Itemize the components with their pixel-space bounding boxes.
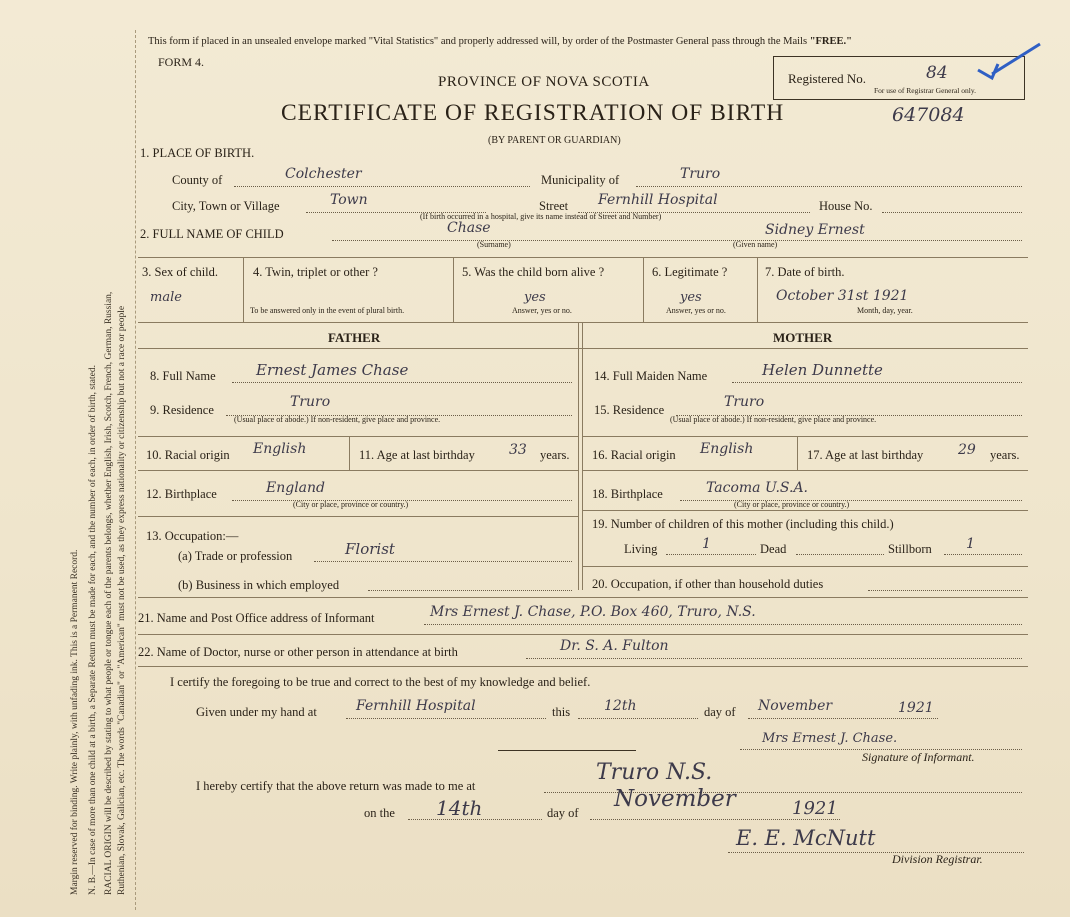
mother-race-label: 16. Racial origin xyxy=(592,448,676,462)
postal-notice-free: "FREE." xyxy=(809,36,852,47)
legitimate-label: 6. Legitimate ? xyxy=(652,265,728,279)
father-race-value: English xyxy=(253,441,307,457)
child-given-note: (Given name) xyxy=(733,240,778,249)
alive-note: Answer, yes or no. xyxy=(512,306,572,315)
sex-label: 3. Sex of child. xyxy=(142,265,219,279)
living-label: Living xyxy=(624,542,658,556)
margin-note-1: Margin reserved for binding. Write plainly, with unfading ink. This is a Permanent Record. xyxy=(70,549,80,895)
living-value: 1 xyxy=(702,536,711,552)
father-divider-1 xyxy=(138,436,578,437)
registered-note: For use of Registrar General only. xyxy=(874,86,976,95)
birth-date-note: Month, day, year. xyxy=(857,306,913,315)
child-name-label: 2. FULL NAME OF CHILD xyxy=(140,227,284,241)
sex-value: male xyxy=(150,290,182,305)
informant-divider xyxy=(138,634,1028,635)
given-place-line xyxy=(346,718,546,719)
given-place-value: Fernhill Hospital xyxy=(356,698,476,714)
certificate-subtitle: (BY PARENT OR GUARDIAN) xyxy=(488,135,621,146)
informant-value: Mrs Ernest J. Chase, P.O. Box 460, Truro, N.S. xyxy=(430,604,756,620)
row-divider-top xyxy=(138,257,1028,258)
father-birthplace-label: 12. Birthplace xyxy=(146,487,217,501)
mother-divider-3 xyxy=(582,510,1028,511)
county-label: County of xyxy=(172,173,223,187)
mother-birthplace-label: 18. Birthplace xyxy=(592,487,663,501)
informant-signature-label: Signature of Informant. xyxy=(862,750,975,764)
col-divider-2 xyxy=(453,257,454,322)
child-surname-note: (Surname) xyxy=(477,240,511,249)
col-divider-3 xyxy=(643,257,644,322)
mother-residence-value: Truro xyxy=(724,394,765,410)
house-label: House No. xyxy=(819,199,873,213)
reg-day-value: 14th xyxy=(436,796,483,820)
father-age-value: 33 xyxy=(509,442,527,458)
father-name-value: Ernest James Chase xyxy=(256,361,409,379)
mother-race-divider xyxy=(797,436,798,470)
certificate-number: 647084 xyxy=(892,104,965,126)
registrar-label: Division Registrar. xyxy=(892,852,983,866)
reg-month-line xyxy=(590,819,840,820)
mother-race-value: English xyxy=(700,441,754,457)
father-age-label: 11. Age at last birthday xyxy=(359,448,475,462)
father-trade-label: (a) Trade or profession xyxy=(178,549,293,563)
legitimate-value: yes xyxy=(680,290,702,305)
father-business-label: (b) Business in which employed xyxy=(178,578,340,592)
birth-date-value: October 31st 1921 xyxy=(776,288,909,304)
father-race-label: 10. Racial origin xyxy=(146,448,230,462)
registrar-statement: I hereby certify that the above return was made to me at xyxy=(196,779,476,793)
father-birthplace-value: England xyxy=(266,480,326,496)
margin-note-3: RACIAL ORIGIN will be described by stating to what people or tongue each of the parents belongs, whether English, Irish, Scotch, French, German, Russian, xyxy=(104,291,114,895)
day-line xyxy=(578,718,698,719)
mother-residence-note: (Usual place of abode.) If non-resident, give place and province. xyxy=(670,415,877,424)
separator-rule xyxy=(498,750,636,751)
mother-name-value: Helen Dunnette xyxy=(762,361,883,379)
father-race-divider xyxy=(349,436,350,470)
mother-occupation-label: 20. Occupation, if other than household duties xyxy=(592,577,824,591)
father-residence-value: Truro xyxy=(290,394,331,410)
informant-line xyxy=(424,624,1022,625)
certify-divider xyxy=(138,666,1028,667)
mother-occupation-line xyxy=(868,590,1022,591)
county-line xyxy=(234,186,530,187)
child-surname: Chase xyxy=(447,220,491,236)
dayof-label: day of xyxy=(704,705,736,719)
father-occupation-label: 13. Occupation:— xyxy=(146,529,239,543)
parents-center-divider xyxy=(578,322,579,590)
margin-note-2: N. B.—In case of more than one child at a birth, a Separate Return must be made for each, and the number of each, in order of birth, stated. xyxy=(88,365,98,895)
informant-signature: Mrs Ernest J. Chase. xyxy=(762,731,898,746)
father-age-unit: years. xyxy=(540,448,570,462)
father-name-label: 8. Full Name xyxy=(150,369,216,383)
mother-divider-1 xyxy=(582,436,1028,437)
mother-birthplace-line xyxy=(680,500,1022,501)
mother-birthplace-note: (City or place, province or country.) xyxy=(734,500,850,509)
mother-children-label: 19. Number of children of this mother (including this child.) xyxy=(592,517,894,531)
dead-line xyxy=(796,554,884,555)
street-value: Fernhill Hospital xyxy=(598,192,718,208)
margin-divider xyxy=(135,30,136,910)
mother-age-unit: years. xyxy=(990,448,1020,462)
mother-divider-4 xyxy=(582,566,1028,567)
year-value: 1921 xyxy=(898,700,934,716)
municipality-value: Truro xyxy=(680,166,721,182)
informant-divider-top xyxy=(138,597,1028,598)
day-value: 12th xyxy=(604,698,637,714)
postal-notice xyxy=(148,36,852,47)
doctor-label: 22. Name of Doctor, nurse or other person in attendance at birth xyxy=(138,645,458,659)
registered-label: Registered No. xyxy=(788,71,866,86)
parents-center-divider-2 xyxy=(582,322,583,590)
father-trade-line xyxy=(314,561,572,562)
certify-statement: I certify the foregoing to be true and correct to the best of my knowledge and belief. xyxy=(170,675,591,689)
informant-label: 21. Name and Post Office address of Informant xyxy=(138,611,375,625)
place-section-label: 1. PLACE OF BIRTH. xyxy=(140,146,255,160)
mother-heading: MOTHER xyxy=(773,330,833,345)
street-label: Street xyxy=(539,199,569,213)
reg-month-value: November xyxy=(614,786,736,812)
margin-notes xyxy=(0,0,136,917)
city-value: Town xyxy=(330,192,368,208)
reg-year-value: 1921 xyxy=(792,798,838,819)
child-given-name: Sidney Ernest xyxy=(765,222,865,238)
on-label: on the xyxy=(364,806,395,820)
mother-age-value: 29 xyxy=(958,442,976,458)
given-label: Given under my hand at xyxy=(196,705,317,719)
form-number: FORM 4. xyxy=(158,55,205,69)
twin-label: 4. Twin, triplet or other ? xyxy=(253,265,378,279)
father-heading: FATHER xyxy=(328,330,381,345)
father-business-line xyxy=(368,590,572,591)
street-note: (If birth occurred in a hospital, give its name instead of Street and Number) xyxy=(420,212,662,221)
registered-value: 84 xyxy=(926,63,948,83)
month-line xyxy=(748,718,938,719)
mother-name-line xyxy=(732,382,1022,383)
father-name-line xyxy=(232,382,572,383)
twin-note: To be answered only in the event of plural birth. xyxy=(250,306,405,315)
father-residence-label: 9. Residence xyxy=(150,403,214,417)
father-divider-3 xyxy=(138,516,578,517)
alive-label: 5. Was the child born alive ? xyxy=(462,265,605,279)
mother-residence-label: 15. Residence xyxy=(594,403,665,417)
father-trade-value: Florist xyxy=(345,540,395,558)
county-value: Colchester xyxy=(285,166,362,182)
birth-date-label: 7. Date of birth. xyxy=(765,265,845,279)
doctor-value: Dr. S. A. Fulton xyxy=(560,638,669,654)
stillborn-label: Stillborn xyxy=(888,542,932,556)
registrar-place-value: Truro N.S. xyxy=(596,760,713,785)
mother-name-label: 14. Full Maiden Name xyxy=(594,369,708,383)
mother-divider-2 xyxy=(582,470,1028,471)
certificate-title: CERTIFICATE OF REGISTRATION OF BIRTH xyxy=(281,100,785,126)
parents-heading-divider xyxy=(138,348,1028,349)
dead-label: Dead xyxy=(760,542,787,556)
stillborn-line xyxy=(944,554,1022,555)
row-divider-bottom xyxy=(138,322,1028,323)
col-divider-1 xyxy=(243,257,244,322)
mother-birthplace-value: Tacoma U.S.A. xyxy=(706,480,809,496)
doctor-line xyxy=(526,658,1022,659)
father-divider-2 xyxy=(138,470,578,471)
reg-dayof-label: day of xyxy=(547,806,579,820)
postal-notice-text: This form if placed in an unsealed envelope marked "Vital Statistics" and properly addressed will, by order of the Postmaster General pass through the Mails xyxy=(148,36,808,47)
legitimate-note: Answer, yes or no. xyxy=(666,306,726,315)
mother-age-label: 17. Age at last birthday xyxy=(807,448,924,462)
municipality-line xyxy=(636,186,1022,187)
blue-check-mark-icon xyxy=(970,40,1050,90)
municipality-label: Municipality of xyxy=(541,173,620,187)
province-heading: PROVINCE OF NOVA SCOTIA xyxy=(438,74,650,90)
stillborn-value: 1 xyxy=(966,536,975,552)
month-value: November xyxy=(758,698,833,714)
living-line xyxy=(666,554,756,555)
father-residence-note: (Usual place of abode.) If non-resident, give place and province. xyxy=(234,415,441,424)
col-divider-4 xyxy=(757,257,758,322)
child-name-line xyxy=(332,240,1022,241)
registrar-signature: E. E. McNutt xyxy=(736,826,876,850)
this-label: this xyxy=(552,705,571,719)
city-label: City, Town or Village xyxy=(172,199,280,213)
house-line xyxy=(882,212,1022,213)
margin-note-4: Ruthenian, Slovak, Galician, etc. The words "Canadian" or "American" must not be used, as they express nationality or citizenship but not a race or people xyxy=(117,305,127,895)
father-birthplace-note: (City or place, province or country.) xyxy=(293,500,409,509)
alive-value: yes xyxy=(524,290,546,305)
